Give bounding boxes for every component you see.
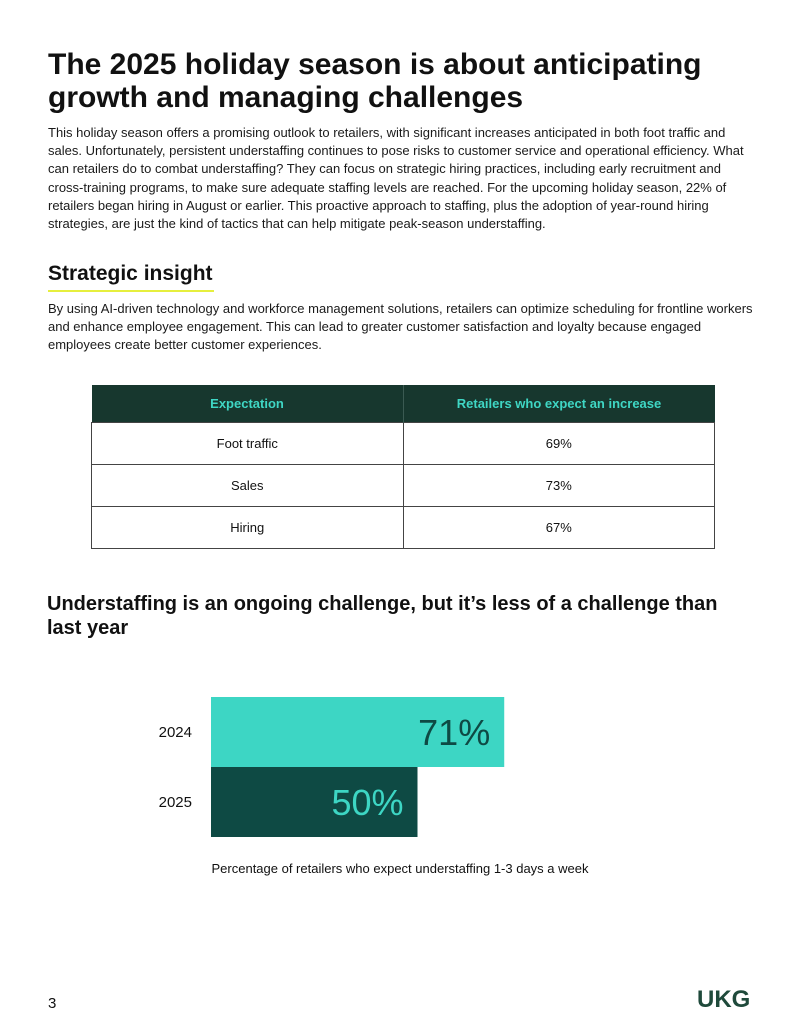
table-row bbox=[92, 465, 715, 507]
table-cell: Sales bbox=[92, 465, 404, 507]
ukg-logo: UKG bbox=[697, 986, 751, 1013]
chart-caption: Percentage of retailers who expect understaffing 1-3 days a week bbox=[211, 861, 589, 876]
table-cell: 73% bbox=[403, 465, 715, 507]
table-cell: Foot traffic bbox=[92, 423, 404, 465]
page-title: The 2025 holiday season is about anticipating growth and managing challenges bbox=[48, 48, 702, 114]
table-cell: Hiring bbox=[92, 507, 404, 549]
chart-title: Understaffing is an ongoing challenge, but it’s less of a challenge than last year bbox=[47, 593, 718, 639]
section-heading: Strategic insight bbox=[48, 262, 213, 285]
table-cell: 69% bbox=[403, 423, 715, 465]
page-number: 3 bbox=[48, 995, 57, 1012]
understaffing-bar-chart bbox=[0, 680, 800, 850]
value-label-2025: 50% bbox=[331, 782, 404, 823]
category-label-2025: 2025 bbox=[158, 794, 192, 811]
expectation-table bbox=[91, 385, 715, 549]
table-row bbox=[92, 507, 715, 549]
table-header-increase: Retailers who expect an increase bbox=[403, 385, 715, 423]
value-label-2024: 71% bbox=[418, 712, 491, 753]
section-heading-underline bbox=[48, 290, 214, 292]
table-cell: 67% bbox=[403, 507, 715, 549]
intro-paragraph: This holiday season offers a promising outlook to retailers, with significant increases anticipated in both foot traffic and sales. Unfortunately, persistent understaffing continues to pose risks to customer service and operational efficiency. What can retailers do to combat understaffing? They can focus on strategic hiring practices, including early recruitment and cross-training programs, to make sure adequate staffing levels are reached. For the upcoming holiday season, 22% of retailers began hiring in August or earlier. This proactive approach to staffing, plus the adoption of year-round hiring strategies, are just the kind of tactics that can help mitigate peak-season understaffing. bbox=[48, 125, 744, 232]
table-row bbox=[92, 423, 715, 465]
table-header-expectation: Expectation bbox=[92, 385, 404, 423]
category-label-2024: 2024 bbox=[158, 724, 192, 741]
table-header-row bbox=[92, 385, 715, 423]
insight-paragraph: By using AI-driven technology and workforce management solutions, retailers can optimize scheduling for frontline workers and enhance employee engagement. This can lead to greater customer satisfaction and loyalty because engaged employees create better customer experiences. bbox=[48, 301, 753, 353]
